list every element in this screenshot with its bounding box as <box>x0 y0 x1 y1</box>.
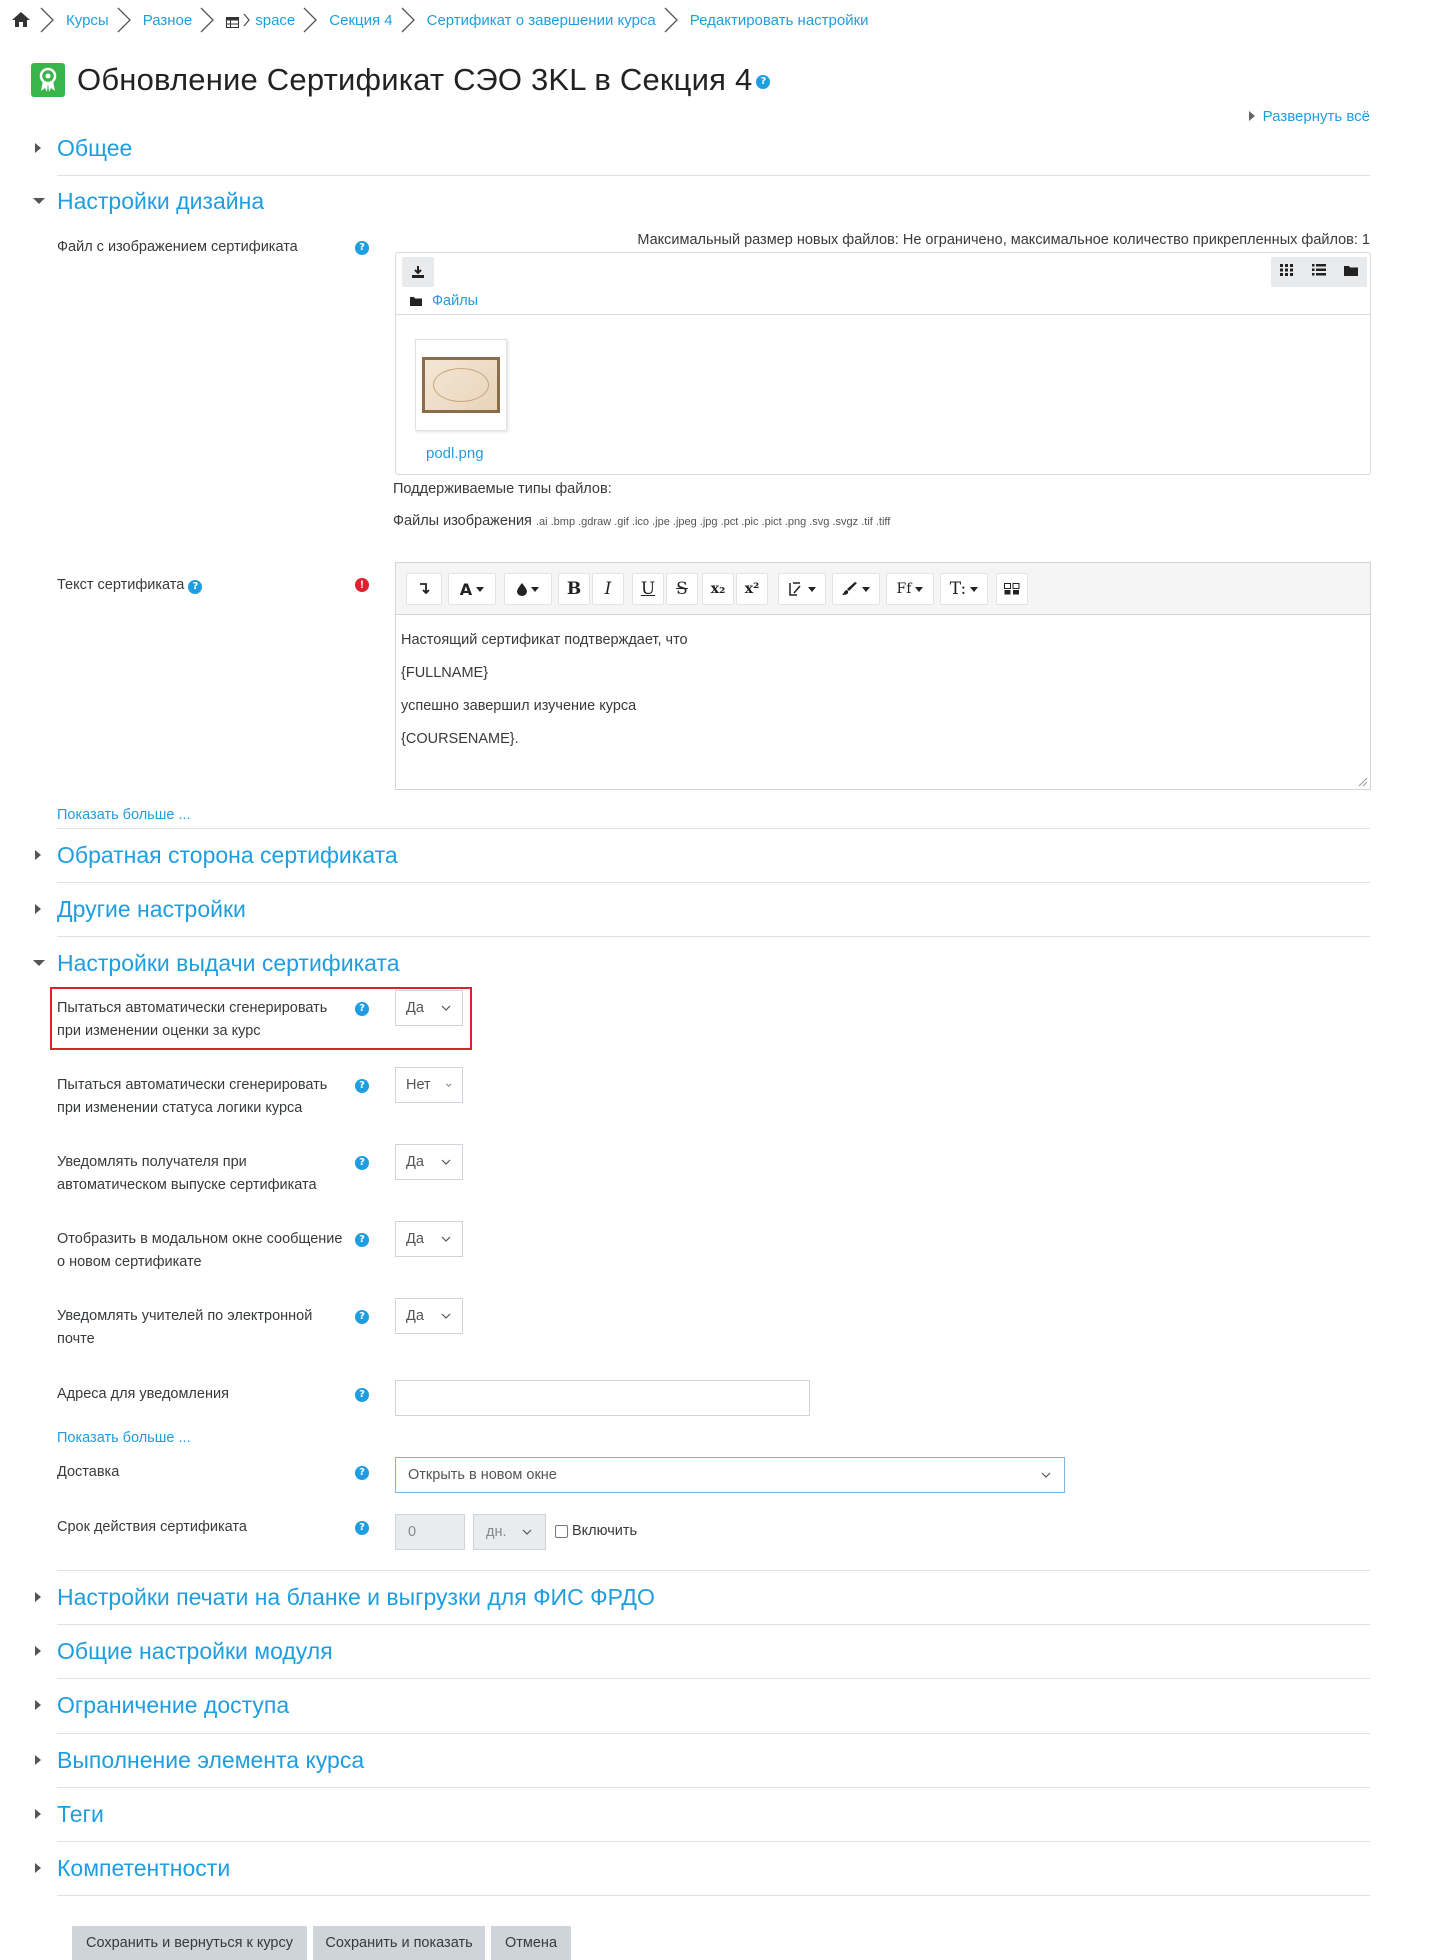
font-size-label: T: <box>949 579 967 599</box>
file-thumbnail[interactable] <box>415 339 507 431</box>
breadcrumb-misc[interactable]: Разное <box>142 11 193 29</box>
help-icon[interactable]: ? <box>355 241 369 255</box>
help-icon[interactable]: ? <box>355 1156 369 1170</box>
auto-generate-logic-select[interactable] <box>395 1067 463 1103</box>
section-design[interactable] <box>33 184 1370 218</box>
select-value: Нет <box>406 1077 431 1093</box>
help-icon[interactable]: ? <box>188 580 202 594</box>
caret-down-icon <box>915 587 923 592</box>
select-value: дн. <box>486 1524 507 1540</box>
section-access[interactable] <box>33 1688 1370 1722</box>
breadcrumb-certificate[interactable]: Сертификат о завершении курса <box>426 11 656 29</box>
image-types-line <box>393 513 890 529</box>
resize-handle-icon[interactable] <box>1358 777 1368 787</box>
folder-view-icon[interactable] <box>1344 263 1358 281</box>
help-icon[interactable]: ? <box>355 1388 369 1402</box>
certificate-icon <box>31 63 65 97</box>
editor-toolbar <box>396 563 1370 615</box>
divider <box>57 1678 1370 1679</box>
file-max-size: Максимальный размер новых файлов: Не ограничено, максимальное количество прикрепленных файлов: 1 <box>637 232 1370 248</box>
section-module[interactable] <box>33 1634 1370 1668</box>
clear-formatting-icon[interactable] <box>778 573 826 605</box>
caret-down-icon <box>808 587 816 592</box>
show-more-link[interactable]: Показать больше ... <box>57 807 191 823</box>
breadcrumb-courses[interactable]: Курсы <box>66 11 109 29</box>
save-return-button[interactable]: Сохранить и вернуться к курсу <box>72 1926 307 1960</box>
section-completion[interactable] <box>33 1743 1370 1777</box>
chevron-down-icon <box>440 1004 452 1012</box>
breadcrumb-edit-settings[interactable]: Редактировать настройки <box>689 11 869 29</box>
auto-generate-grade-select[interactable] <box>395 990 463 1026</box>
caret-right-icon <box>35 1700 41 1710</box>
breadcrumb-separator-icon <box>198 0 218 40</box>
validity-number-input[interactable]: 0 <box>395 1514 465 1550</box>
auto-generate-grade-label: Пытаться автоматически сгенерировать при изменении оценки за курс <box>57 1000 328 1039</box>
section-competencies[interactable] <box>33 1851 1370 1885</box>
divider <box>57 1570 1370 1571</box>
file-label: Файл с изображением сертификата <box>57 239 298 255</box>
notify-teachers-select[interactable] <box>395 1298 463 1334</box>
chevron-down-icon <box>440 1235 452 1243</box>
validity-enable-checkbox[interactable] <box>555 1523 637 1539</box>
caret-right-icon <box>35 1755 41 1765</box>
bold-button[interactable]: B <box>558 573 590 605</box>
font-family-label: Ff <box>896 581 912 597</box>
grid-view-icon[interactable] <box>1280 263 1294 281</box>
divider <box>57 828 1370 829</box>
caret-down-icon <box>970 587 978 592</box>
caret-right-icon <box>35 1809 41 1819</box>
caret-right-icon <box>35 850 41 860</box>
notify-recipient-label: Уведомлять получателя при автоматическом выпуске сертификата <box>57 1154 317 1193</box>
help-icon[interactable]: ? <box>355 1002 369 1016</box>
breadcrumb-separator-icon <box>38 0 58 40</box>
italic-button[interactable]: I <box>592 573 624 605</box>
divider <box>57 936 1370 937</box>
notify-addresses-label: Адреса для уведомления <box>57 1386 229 1402</box>
certificate-image-thumbnail <box>422 357 500 413</box>
breadcrumb-space[interactable]: space <box>255 11 296 29</box>
section-print[interactable] <box>33 1580 1370 1614</box>
breadcrumb-section[interactable]: Секция 4 <box>329 11 393 29</box>
font-size-button[interactable] <box>940 573 988 605</box>
delivery-label: Доставка <box>57 1464 120 1480</box>
editor-line: {FULLNAME} <box>401 665 489 681</box>
section-title: Другие настройки <box>57 895 246 922</box>
chevron-down-icon <box>445 1081 452 1089</box>
file-name-link[interactable]: podl.png <box>426 445 484 462</box>
checkbox-label: Включить <box>572 1523 638 1539</box>
section-title: Общее <box>57 134 133 161</box>
section-title: Настройки дизайна <box>57 187 265 214</box>
section-back-side[interactable] <box>33 838 1370 872</box>
strikethrough-button[interactable]: S <box>666 573 698 605</box>
required-icon: ! <box>355 578 369 592</box>
background-color-icon[interactable] <box>504 573 552 605</box>
help-icon[interactable]: ? <box>355 1466 369 1480</box>
breadcrumb-separator-icon <box>301 0 321 40</box>
image-types-label: Файлы изображения <box>393 513 532 529</box>
help-icon[interactable]: ? <box>355 1521 369 1535</box>
notify-recipient-select[interactable] <box>395 1144 463 1180</box>
help-icon[interactable]: ? <box>355 1079 369 1093</box>
caret-down-icon <box>862 587 870 592</box>
home-icon[interactable] <box>10 9 32 31</box>
section-tags[interactable] <box>33 1797 1370 1831</box>
brush-icon[interactable] <box>832 573 880 605</box>
divider <box>57 1787 1370 1788</box>
caret-right-icon <box>1249 111 1255 121</box>
section-title: Теги <box>57 1800 104 1827</box>
chevron-down-icon <box>440 1158 452 1166</box>
caret-right-icon <box>35 143 41 153</box>
superscript-button[interactable]: x² <box>736 573 768 605</box>
caret-down-icon <box>33 960 45 966</box>
text-label-text: Текст сертификата <box>57 577 185 593</box>
section-issue[interactable] <box>33 946 1370 980</box>
underline-button[interactable]: U <box>632 573 664 605</box>
auto-generate-logic-label: Пытаться автоматически сгенерировать при изменении статуса логики курса <box>57 1077 328 1116</box>
notify-addresses-input[interactable] <box>395 1380 810 1416</box>
folder-icon <box>410 296 422 306</box>
editor-line: Настоящий сертификат подтверждает, что <box>401 632 688 648</box>
expand-all-label: Развернуть всё <box>1262 108 1370 125</box>
breadcrumb-separator-icon <box>115 0 135 40</box>
list-view-icon[interactable] <box>1312 263 1326 281</box>
help-icon[interactable]: ? <box>355 1233 369 1247</box>
text-label <box>57 574 347 597</box>
rich-text-editor <box>395 562 1371 790</box>
editor-line: успешно завершил изучение курса <box>401 698 637 714</box>
select-value: Да <box>406 1000 424 1016</box>
help-icon[interactable]: ? <box>355 1310 369 1324</box>
file-manager-toolbar <box>395 252 1371 314</box>
divider <box>57 1841 1370 1842</box>
cancel-button[interactable]: Отмена <box>491 1926 571 1960</box>
file-drop-area[interactable] <box>395 314 1371 475</box>
collapse-toolbar-icon[interactable] <box>406 573 442 605</box>
divider <box>57 1733 1370 1734</box>
section-other[interactable] <box>33 892 1370 926</box>
table-icon <box>226 15 239 26</box>
section-general[interactable] <box>33 131 1370 165</box>
supported-types-label: Поддерживаемые типы файлов: <box>393 481 612 497</box>
caret-down-icon <box>33 198 45 204</box>
subscript-button[interactable]: x₂ <box>702 573 734 605</box>
checkbox-icon[interactable] <box>555 1525 568 1538</box>
section-title: Компетентности <box>57 1854 231 1881</box>
expand-all-link[interactable] <box>1249 108 1370 125</box>
select-value: Открыть в новом окне <box>408 1467 557 1483</box>
section-title: Выполнение элемента курса <box>57 1746 365 1773</box>
divider <box>57 175 1370 176</box>
editor-content[interactable] <box>396 615 1370 773</box>
chevron-down-icon <box>521 1528 533 1536</box>
font-family-button[interactable] <box>886 573 934 605</box>
select-value: Да <box>406 1154 424 1170</box>
section-title: Ограничение доступа <box>57 1691 290 1718</box>
validity-unit-select[interactable] <box>473 1514 546 1550</box>
font-color-icon[interactable]: A <box>448 573 496 605</box>
view-switcher <box>1271 257 1367 287</box>
caret-right-icon <box>35 904 41 914</box>
upload-icon[interactable] <box>402 257 434 287</box>
help-icon[interactable]: ? <box>756 75 770 89</box>
caret-right-icon <box>35 1646 41 1656</box>
section-title: Настройки выдачи сертификата <box>57 949 400 976</box>
save-show-button[interactable]: Сохранить и показать <box>313 1926 485 1960</box>
caret-right-icon <box>35 1863 41 1873</box>
notify-teachers-label: Уведомлять учителей по электронной почте <box>57 1308 313 1347</box>
modal-message-select[interactable] <box>395 1221 463 1257</box>
section-title: Обратная сторона сертификата <box>57 841 398 868</box>
modal-message-label: Отобразить в модальном окне сообщение о новом сертификате <box>57 1231 343 1270</box>
chevron-down-icon <box>1040 1471 1052 1479</box>
image-types-list: .ai .bmp .gdraw .gif .ico .jpe .jpeg .jpg .pct .pic .pict .png .svg .svgz .tif .tiff <box>535 516 891 528</box>
editor-line: {COURSENAME}. <box>401 731 519 747</box>
caret-down-icon <box>476 587 484 592</box>
breadcrumb-separator-icon <box>243 0 251 40</box>
divider <box>57 1624 1370 1625</box>
divider <box>57 1895 1370 1896</box>
validity-label: Срок действия сертификата <box>57 1519 247 1535</box>
section-title: Настройки печати на бланке и выгрузки для ФИС ФРДО <box>57 1583 655 1610</box>
files-path[interactable] <box>410 293 478 309</box>
select-value: Да <box>406 1308 424 1324</box>
caret-right-icon <box>35 1592 41 1602</box>
page-title: Обновление Сертификат СЭО 3KL в Секция 4 <box>77 62 753 97</box>
caret-down-icon <box>531 587 539 592</box>
files-folder-link[interactable]: Файлы <box>432 293 479 309</box>
page-header <box>31 62 770 98</box>
delivery-select[interactable] <box>395 1457 1065 1493</box>
breadcrumb-separator-icon <box>662 0 682 40</box>
show-more-link[interactable]: Показать больше ... <box>57 1430 191 1446</box>
section-title: Общие настройки модуля <box>57 1637 333 1664</box>
more-tools-icon[interactable] <box>996 573 1028 605</box>
chevron-down-icon <box>440 1312 452 1320</box>
breadcrumb <box>10 0 869 40</box>
select-value: Да <box>406 1231 424 1247</box>
breadcrumb-separator-icon <box>399 0 419 40</box>
divider <box>57 882 1370 883</box>
